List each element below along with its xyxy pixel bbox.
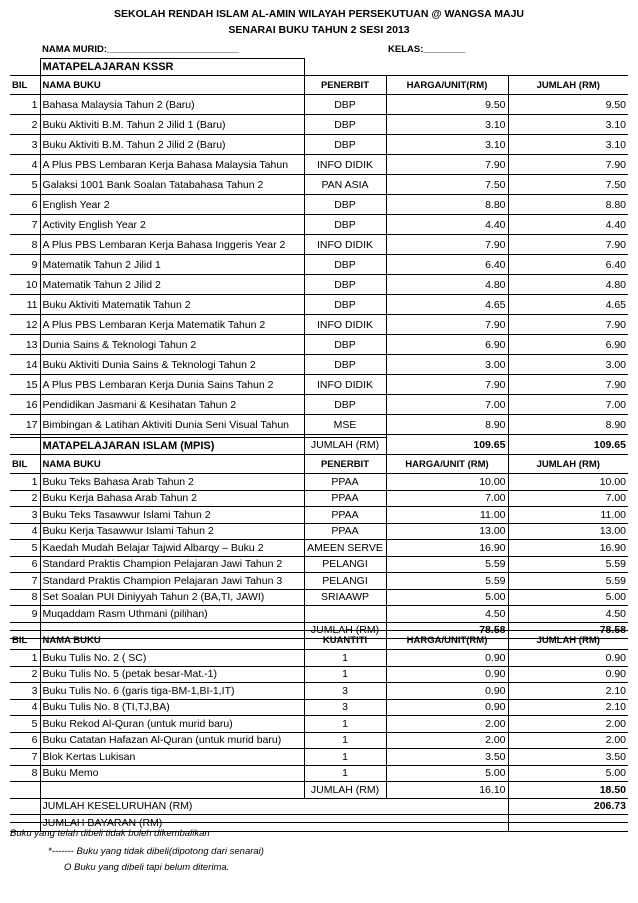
- book-title: Buku Rekod Al-Quran (untuk murid baru): [40, 716, 304, 733]
- col-bil: BIL: [10, 455, 40, 474]
- row-number: 3: [10, 135, 40, 155]
- unit-price: 3.10: [386, 115, 508, 135]
- book-title: Bimbingan & Latihan Aktiviti Dunia Seni Visual Tahun: [40, 415, 304, 435]
- row-total: 9.50: [508, 95, 628, 115]
- table-row: [10, 650, 628, 667]
- row-total: 7.50: [508, 175, 628, 195]
- table-row: [10, 749, 628, 766]
- book-title: Buku Tulis No. 5 (petak besar-Mat.-1): [40, 666, 304, 683]
- row-total: 4.80: [508, 275, 628, 295]
- school-title: SEKOLAH RENDAH ISLAM AL-AMIN WILAYAH PERSEKUTUAN @ WANGSA MAJU: [113, 8, 525, 20]
- unit-price: 0.90: [386, 650, 508, 667]
- publisher: PPAA: [304, 474, 386, 491]
- table-row: [10, 523, 628, 540]
- publisher: 1: [304, 749, 386, 766]
- row-total: 13.00: [508, 523, 628, 540]
- row-total: 2.00: [508, 716, 628, 733]
- row-total: 0.90: [508, 650, 628, 667]
- publisher: DBP: [304, 395, 386, 415]
- table-row: [10, 507, 628, 524]
- book-title: A Plus PBS Lembaran Kerja Matematik Tahun 2: [40, 315, 304, 335]
- row-total: 7.90: [508, 235, 628, 255]
- row-number: 1: [10, 95, 40, 115]
- student-name-label: NAMA MURID:_________________________: [42, 43, 240, 55]
- table-row: [10, 375, 628, 395]
- row-total: 7.90: [508, 155, 628, 175]
- publisher: PPAA: [304, 507, 386, 524]
- col-name: NAMA BUKU: [40, 455, 304, 474]
- row-number: 9: [10, 606, 40, 623]
- sum-label: JUMLAH (RM): [304, 622, 386, 639]
- note-not-bought: *------- Buku yang tidak dibeli(dipotong dari senarai): [48, 846, 264, 857]
- row-total: 6.90: [508, 335, 628, 355]
- col-bil: BIL: [10, 631, 40, 650]
- unit-price: 7.90: [386, 315, 508, 335]
- book-title: Buku Memo: [40, 765, 304, 782]
- unit-price: 5.59: [386, 573, 508, 590]
- unit-price: 7.90: [386, 155, 508, 175]
- unit-price: 6.40: [386, 255, 508, 275]
- table-row: [10, 683, 628, 700]
- row-number: 3: [10, 683, 40, 700]
- row-number: 16: [10, 395, 40, 415]
- row-number: 13: [10, 335, 40, 355]
- sum-total: 78.58: [508, 622, 628, 639]
- row-total: 8.80: [508, 195, 628, 215]
- table-row: [10, 275, 628, 295]
- row-number: 2: [10, 115, 40, 135]
- sum-price: 78.58: [386, 622, 508, 639]
- note-not-received: O Buku yang dibeli tapi belum diterima.: [64, 862, 230, 873]
- table-row: [10, 765, 628, 782]
- col-price: HARGA/UNIT(RM): [386, 76, 508, 95]
- class-label: KELAS:________: [388, 43, 466, 55]
- col-total: JUMLAH (RM): [508, 76, 628, 95]
- publisher: 1: [304, 716, 386, 733]
- grand-total-row: [10, 798, 628, 815]
- col-total: JUMLAH (RM): [508, 455, 628, 474]
- publisher: PELANGI: [304, 556, 386, 573]
- book-title: Matematik Tahun 2 Jilid 1: [40, 255, 304, 275]
- kssr-table: [10, 58, 628, 455]
- table-row: [10, 395, 628, 415]
- book-title: Dunia Sains & Teknologi Tahun 2: [40, 335, 304, 355]
- row-number: 10: [10, 275, 40, 295]
- mpis-section-title: MATAPELAJARAN ISLAM (MPIS): [40, 438, 304, 455]
- col-publisher: PENERBIT: [304, 455, 386, 474]
- sum-label: JUMLAH (RM): [304, 782, 386, 799]
- row-number: 4: [10, 699, 40, 716]
- table-row: [10, 195, 628, 215]
- unit-price: 10.00: [386, 474, 508, 491]
- mpis-table: [10, 437, 628, 639]
- unit-price: 13.00: [386, 523, 508, 540]
- table-row: [10, 699, 628, 716]
- publisher: DBP: [304, 215, 386, 235]
- book-title: Standard Praktis Champion Pelajaran Jawi Tahun 3: [40, 573, 304, 590]
- publisher: INFO DIDIK: [304, 155, 386, 175]
- row-number: 2: [10, 490, 40, 507]
- col-total: JUMLAH (RM): [508, 631, 628, 650]
- book-title: English Year 2: [40, 195, 304, 215]
- row-total: 5.59: [508, 556, 628, 573]
- book-title: Buku Aktiviti Matematik Tahun 2: [40, 295, 304, 315]
- row-number: 8: [10, 589, 40, 606]
- unit-price: 4.65: [386, 295, 508, 315]
- row-total: 4.50: [508, 606, 628, 623]
- row-number: 17: [10, 415, 40, 435]
- unit-price: 0.90: [386, 683, 508, 700]
- row-number: 4: [10, 523, 40, 540]
- row-total: 2.00: [508, 732, 628, 749]
- publisher: DBP: [304, 335, 386, 355]
- grand-total-value: 206.73: [508, 798, 628, 815]
- unit-price: 0.90: [386, 666, 508, 683]
- table-row: [10, 732, 628, 749]
- book-title: Buku Aktiviti Dunia Sains & Teknologi Tahun 2: [40, 355, 304, 375]
- table-row: [10, 215, 628, 235]
- col-quantity: KUANTITI: [304, 631, 386, 650]
- misc-sum-row: [10, 782, 628, 799]
- unit-price: 6.90: [386, 335, 508, 355]
- sum-total: 18.50: [508, 782, 628, 799]
- publisher: 1: [304, 650, 386, 667]
- book-title: Buku Catatan Hafazan Al-Quran (untuk murid baru): [40, 732, 304, 749]
- publisher: DBP: [304, 195, 386, 215]
- unit-price: 5.59: [386, 556, 508, 573]
- row-total: 7.90: [508, 375, 628, 395]
- kssr-section-title: MATAPELAJARAN KSSR: [40, 59, 304, 76]
- book-title: A Plus PBS Lembaran Kerja Dunia Sains Tahun 2: [40, 375, 304, 395]
- book-title: Buku Tulis No. 8 (TI,TJ,BA): [40, 699, 304, 716]
- row-total: 3.10: [508, 135, 628, 155]
- unit-price: 9.50: [386, 95, 508, 115]
- unit-price: 2.00: [386, 716, 508, 733]
- row-number: 9: [10, 255, 40, 275]
- table-row: [10, 415, 628, 435]
- unit-price: 3.00: [386, 355, 508, 375]
- row-number: 4: [10, 155, 40, 175]
- book-title: Buku Aktiviti B.M. Tahun 2 Jilid 2 (Baru): [40, 135, 304, 155]
- table-row: [10, 235, 628, 255]
- table-row: [10, 540, 628, 557]
- book-title: Buku Kerja Bahasa Arab Tahun 2: [40, 490, 304, 507]
- unit-price: 4.80: [386, 275, 508, 295]
- book-title: Buku Tulis No. 6 (garis tiga-BM-1,BI-1,IT): [40, 683, 304, 700]
- row-number: 5: [10, 716, 40, 733]
- unit-price: 5.00: [386, 765, 508, 782]
- row-number: 5: [10, 540, 40, 557]
- row-number: 12: [10, 315, 40, 335]
- row-total: 3.10: [508, 115, 628, 135]
- table-row: [10, 606, 628, 623]
- note-no-return: Buku yang telah dibeli tidak boleh dikembalikan: [10, 828, 210, 839]
- table-row: [10, 355, 628, 375]
- row-total: 16.90: [508, 540, 628, 557]
- row-number: 3: [10, 507, 40, 524]
- row-number: 6: [10, 556, 40, 573]
- sum-total: 109.65: [508, 435, 628, 455]
- publisher: AMEEN SERVE: [304, 540, 386, 557]
- publisher: DBP: [304, 355, 386, 375]
- row-number: 7: [10, 215, 40, 235]
- row-number: 2: [10, 666, 40, 683]
- publisher: PPAA: [304, 523, 386, 540]
- row-total: 8.90: [508, 415, 628, 435]
- table-row: [10, 589, 628, 606]
- row-total: 7.90: [508, 315, 628, 335]
- sum-price: 109.65: [386, 435, 508, 455]
- unit-price: 3.10: [386, 135, 508, 155]
- empty: [10, 798, 40, 815]
- publisher: INFO DIDIK: [304, 235, 386, 255]
- publisher: INFO DIDIK: [304, 315, 386, 335]
- table-row: [10, 135, 628, 155]
- publisher: 1: [304, 732, 386, 749]
- unit-price: 11.00: [386, 507, 508, 524]
- row-total: 10.00: [508, 474, 628, 491]
- publisher: INFO DIDIK: [304, 375, 386, 395]
- unit-price: 7.00: [386, 490, 508, 507]
- row-total: 6.40: [508, 255, 628, 275]
- publisher: PPAA: [304, 490, 386, 507]
- col-publisher: PENERBIT: [304, 76, 386, 95]
- empty: [40, 782, 304, 799]
- row-total: 3.00: [508, 355, 628, 375]
- row-number: 6: [10, 195, 40, 215]
- table-row: [10, 335, 628, 355]
- publisher: 1: [304, 666, 386, 683]
- unit-price: 7.00: [386, 395, 508, 415]
- row-number: 7: [10, 749, 40, 766]
- table-row: [10, 556, 628, 573]
- row-total: 4.40: [508, 215, 628, 235]
- book-title: A Plus PBS Lembaran Kerja Bahasa Inggeris Year 2: [40, 235, 304, 255]
- col-price: HARGA/UNIT(RM): [386, 631, 508, 650]
- unit-price: 4.40: [386, 215, 508, 235]
- book-title: Buku Teks Tasawwur Islami Tahun 2: [40, 507, 304, 524]
- col-price: HARGA/UNIT (RM): [386, 455, 508, 474]
- publisher: 3: [304, 683, 386, 700]
- row-total: 5.00: [508, 589, 628, 606]
- publisher: PELANGI: [304, 573, 386, 590]
- col-name: NAMA BUKU: [40, 76, 304, 95]
- row-total: 2.10: [508, 699, 628, 716]
- publisher: DBP: [304, 295, 386, 315]
- list-subtitle: SENARAI BUKU TAHUN 2 SESI 2013: [228, 24, 410, 36]
- row-total: 5.00: [508, 765, 628, 782]
- publisher: DBP: [304, 135, 386, 155]
- row-total: 7.00: [508, 395, 628, 415]
- col-bil: BIL: [10, 76, 40, 95]
- row-total: 5.59: [508, 573, 628, 590]
- table-row: [10, 175, 628, 195]
- unit-price: 7.90: [386, 375, 508, 395]
- row-total: 2.10: [508, 683, 628, 700]
- book-title: Kaedah Mudah Belajar Tajwid Albarqy – Buku 2: [40, 540, 304, 557]
- table-row: [10, 490, 628, 507]
- book-title: Galaksi 1001 Bank Soalan Tatabahasa Tahun 2: [40, 175, 304, 195]
- row-number: 1: [10, 650, 40, 667]
- unit-price: 0.90: [386, 699, 508, 716]
- paid-label: JUMLAH BAYARAN (RM): [40, 815, 508, 832]
- table-row: [10, 474, 628, 491]
- table-row: [10, 255, 628, 275]
- book-title: Buku Kerja Tasawwur Islami Tahun 2: [40, 523, 304, 540]
- table-row: [10, 716, 628, 733]
- publisher: DBP: [304, 255, 386, 275]
- publisher: DBP: [304, 95, 386, 115]
- row-total: 7.00: [508, 490, 628, 507]
- row-number: 8: [10, 235, 40, 255]
- row-number: 1: [10, 474, 40, 491]
- book-title: Buku Teks Bahasa Arab Tahun 2: [40, 474, 304, 491]
- book-title: Bahasa Malaysia Tahun 2 (Baru): [40, 95, 304, 115]
- book-title: Blok Kertas Lukisan: [40, 749, 304, 766]
- publisher: 3: [304, 699, 386, 716]
- publisher: 1: [304, 765, 386, 782]
- row-total: 3.50: [508, 749, 628, 766]
- table-row: [10, 155, 628, 175]
- publisher: MSE: [304, 415, 386, 435]
- book-title: A Plus PBS Lembaran Kerja Bahasa Malaysia Tahun: [40, 155, 304, 175]
- table-row: [10, 115, 628, 135]
- book-title: Activity English Year 2: [40, 215, 304, 235]
- publisher: PAN ASIA: [304, 175, 386, 195]
- book-title: Set Soalan PUI Diniyyah Tahun 2 (BA,TI, JAWI): [40, 589, 304, 606]
- stationery-table: [10, 630, 628, 832]
- grand-total-label: JUMLAH KESELURUHAN (RM): [40, 798, 508, 815]
- table-row: [10, 315, 628, 335]
- sum-label: JUMLAH (RM): [304, 435, 386, 455]
- book-title: Pendidikan Jasmani & Kesihatan Tahun 2: [40, 395, 304, 415]
- table-row: [10, 666, 628, 683]
- publisher: SRIAAWP: [304, 589, 386, 606]
- row-number: 7: [10, 573, 40, 590]
- sum-price: 16.10: [386, 782, 508, 799]
- book-title: Muqaddam Rasm Uthmani (pilihan): [40, 606, 304, 623]
- row-number: 14: [10, 355, 40, 375]
- unit-price: 2.00: [386, 732, 508, 749]
- row-number: 5: [10, 175, 40, 195]
- table-row: [10, 573, 628, 590]
- col-name: NAMA BUKU: [40, 631, 304, 650]
- unit-price: 8.80: [386, 195, 508, 215]
- unit-price: 16.90: [386, 540, 508, 557]
- unit-price: 3.50: [386, 749, 508, 766]
- row-total: 0.90: [508, 666, 628, 683]
- publisher: [304, 606, 386, 623]
- unit-price: 8.90: [386, 415, 508, 435]
- student-info: [10, 40, 628, 58]
- row-number: 6: [10, 732, 40, 749]
- table-row: [10, 95, 628, 115]
- book-title: Matematik Tahun 2 Jilid 2: [40, 275, 304, 295]
- row-number: 11: [10, 295, 40, 315]
- row-number: 8: [10, 765, 40, 782]
- unit-price: 7.50: [386, 175, 508, 195]
- unit-price: 7.90: [386, 235, 508, 255]
- row-number: 15: [10, 375, 40, 395]
- unit-price: 4.50: [386, 606, 508, 623]
- unit-price: 5.00: [386, 589, 508, 606]
- publisher: DBP: [304, 275, 386, 295]
- book-title: Buku Aktiviti B.M. Tahun 2 Jilid 1 (Baru): [40, 115, 304, 135]
- book-title: Buku Tulis No. 2 ( SC): [40, 650, 304, 667]
- row-total: 11.00: [508, 507, 628, 524]
- publisher: DBP: [304, 115, 386, 135]
- book-title: Standard Praktis Champion Pelajaran Jawi Tahun 2: [40, 556, 304, 573]
- empty: [10, 782, 40, 799]
- row-total: 4.65: [508, 295, 628, 315]
- table-row: [10, 295, 628, 315]
